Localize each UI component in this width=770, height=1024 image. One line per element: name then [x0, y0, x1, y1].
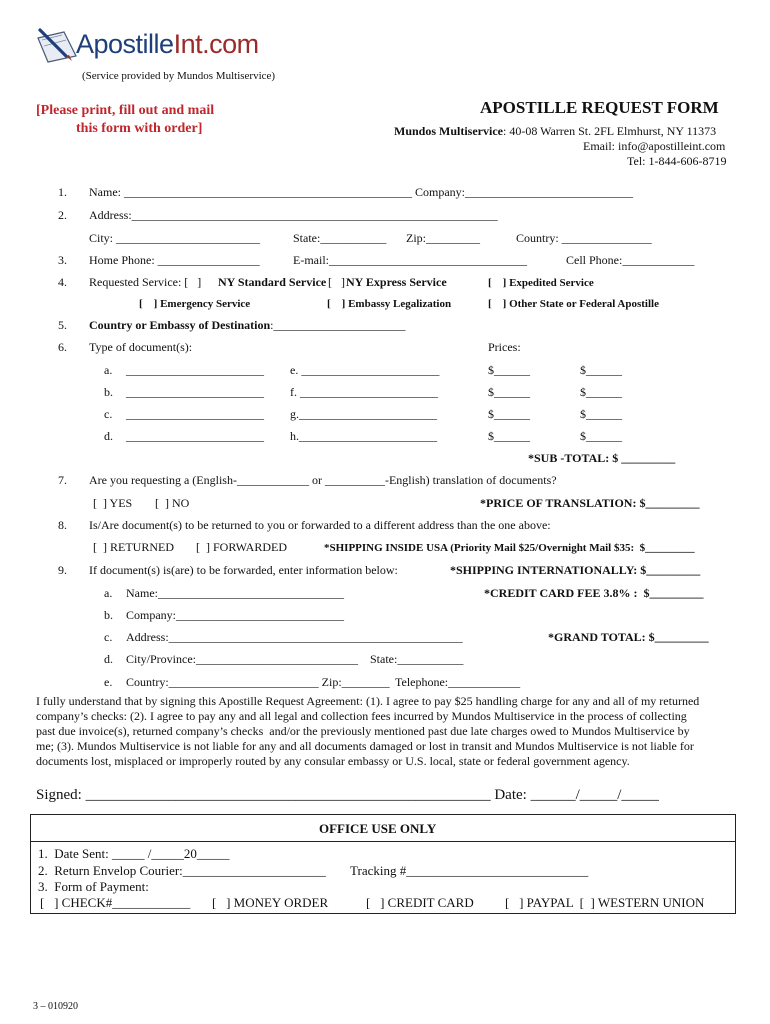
ny-express-label: NY Express Service: [346, 275, 447, 289]
doc-row-right-field[interactable]: h._______________________: [290, 429, 437, 443]
home-phone-field[interactable]: Home Phone: _________________: [89, 253, 260, 267]
item-number-5: 5.: [58, 318, 67, 332]
company-tel: Tel: 1-844-606-8719: [627, 154, 727, 168]
signature-date-field[interactable]: Signed: ______________________________________________________ Date: ______/_____/_____: [36, 787, 659, 803]
cell-phone-field[interactable]: Cell Phone:____________: [566, 253, 695, 267]
email-field[interactable]: E-mail:_________________________________: [293, 253, 527, 267]
doc-row-price-1[interactable]: $______: [488, 363, 530, 377]
translation-yes-checkbox[interactable]: [ ] YES: [93, 496, 133, 510]
forward-letter: a.: [104, 586, 113, 600]
doc-row-letter: c.: [104, 407, 113, 421]
item-number-2: 2.: [58, 208, 67, 222]
forward-city-field[interactable]: City/Province:___________________________: [126, 652, 358, 666]
doc-row-price-1[interactable]: $______: [488, 429, 530, 443]
doc-row-left-field[interactable]: _______________________: [126, 407, 264, 421]
forward-letter: e.: [104, 675, 113, 689]
payment-label: 3. Form of Payment:: [38, 879, 149, 894]
doc-row-letter: a.: [104, 363, 113, 377]
instruction-line-1: [Please print, fill out and mail: [36, 103, 215, 118]
expedited-checkbox[interactable]: [ ] Expedited Service: [488, 277, 594, 289]
money-order-checkbox[interactable]: [ ] MONEY ORDER: [212, 895, 329, 910]
doc-row-price-2[interactable]: $______: [580, 363, 622, 377]
return-courier-field[interactable]: 2. Return Envelop Courier:______________________: [38, 863, 326, 878]
company-email: Email: info@apostilleint.com: [583, 139, 726, 153]
office-use-title: OFFICE USE ONLY: [319, 821, 437, 836]
translation-no-checkbox[interactable]: [ ] NO: [155, 496, 190, 510]
doc-row-right-field[interactable]: g._______________________: [290, 407, 437, 421]
doc-row-letter: d.: [104, 429, 113, 443]
doc-row-price-2[interactable]: $______: [580, 429, 622, 443]
destination-label: Country or Embassy of Destination: [89, 318, 271, 332]
requested-service-checkbox[interactable]: Requested Service: [ ]: [89, 275, 202, 289]
item-number-1: 1.: [58, 185, 67, 199]
embassy-legalization-checkbox[interactable]: [ ] Embassy Legalization: [327, 298, 452, 310]
forward-telephone-field[interactable]: Telephone:____________: [395, 675, 521, 689]
forward-name-field[interactable]: Name:_______________________________: [126, 586, 344, 600]
forward-address-field[interactable]: Address:_________________________________________________: [126, 630, 463, 644]
forward-country-zip-field[interactable]: Country:_________________________ Zip:________: [126, 675, 390, 689]
page-code: 3 – 010920: [33, 1001, 78, 1012]
translation-price-field[interactable]: *PRICE OF TRANSLATION: $_________: [480, 496, 700, 510]
ny-express-checkbox[interactable]: [ ]: [328, 275, 345, 289]
item-number-7: 7.: [58, 473, 67, 487]
agreement-line: past due invoice(s), returned company’s checks and/or the previously mentioned past due late charges owed to Mundos Multiservice by: [36, 724, 690, 738]
doc-row-price-2[interactable]: $______: [580, 385, 622, 399]
item-number-4: 4.: [58, 275, 67, 289]
forward-question: If document(s) is(are) to be forwarded, enter information below:: [89, 563, 398, 577]
emergency-checkbox[interactable]: [ ] Emergency Service: [139, 298, 251, 310]
date-sent-field[interactable]: 1. Date Sent: _____ /_____20_____: [38, 846, 230, 861]
forwarded-checkbox[interactable]: [ ] FORWARDED: [196, 540, 288, 554]
forward-letter: d.: [104, 652, 113, 666]
company-address: : 40-08 Warren St. 2FL Elmhurst, NY 11373: [503, 124, 717, 138]
agreement-line: documents lost, misplaced or improperly routed by any consular embassy or U.S. local, state or federal government agency.: [36, 754, 630, 768]
logo-suffix: Int.com: [173, 29, 259, 59]
country-field[interactable]: Country: _______________: [516, 231, 652, 245]
agreement-line: me; (3). Mundos Multiservice is not liable for any and all documents damaged or lost in transit and Mundos Multiservice is not liable for: [36, 739, 694, 753]
name-company-field[interactable]: Name: ________________________________________________ Company:____________________________: [89, 185, 633, 199]
doc-row-left-field[interactable]: _______________________: [126, 385, 264, 399]
doc-row-left-field[interactable]: _______________________: [126, 429, 264, 443]
return-question: Is/Are document(s) to be returned to you or forwarded to a different address than the one above:: [89, 518, 551, 532]
office-use-divider: [31, 841, 735, 842]
logo-name: Apostille: [76, 29, 174, 59]
prices-label: Prices:: [488, 340, 521, 354]
check-checkbox[interactable]: [ ] CHECK#____________: [40, 895, 191, 910]
doc-row-price-2[interactable]: $______: [580, 407, 622, 421]
state-field[interactable]: State:___________: [293, 231, 387, 245]
agreement-line: company’s checks: (2). I agree to pay any and all legal and collection fees incurred by Mundos Multiservice in the process of collecting: [36, 709, 687, 723]
doc-types-label: Type of document(s):: [89, 340, 193, 354]
doc-row-price-1[interactable]: $______: [488, 385, 530, 399]
doc-row-letter: b.: [104, 385, 113, 399]
forward-letter: c.: [104, 630, 113, 644]
item-number-9: 9.: [58, 563, 67, 577]
forward-letter: b.: [104, 608, 113, 622]
item-number-3: 3.: [58, 253, 67, 267]
destination-field[interactable]: [89, 318, 405, 332]
other-state-checkbox[interactable]: [ ] Other State or Federal Apostille: [488, 298, 659, 310]
grand-total-field[interactable]: *GRAND TOTAL: $_________: [548, 630, 709, 644]
doc-row-right-field[interactable]: e. _______________________: [290, 363, 440, 377]
tracking-field[interactable]: Tracking #____________________________: [350, 863, 589, 878]
doc-row-price-1[interactable]: $______: [488, 407, 530, 421]
shipping-international-field[interactable]: *SHIPPING INTERNATIONALLY: $_________: [450, 563, 701, 577]
city-field[interactable]: City: ________________________: [89, 231, 261, 245]
provider-note: (Service provided by Mundos Multiservice): [82, 70, 276, 82]
item-number-8: 8.: [58, 518, 67, 532]
logo-pen-icon: [36, 26, 78, 66]
subtotal-field[interactable]: *SUB -TOTAL: $ _________: [528, 451, 676, 465]
agreement-line: I fully understand that by signing this Apostille Request Agreement: (1). I agree to pay $25 handling charge for any and all of my returned: [36, 694, 700, 708]
agreement-paragraph: [36, 694, 748, 769]
zip-field[interactable]: Zip:_________: [406, 231, 480, 245]
credit-card-checkbox[interactable]: [ ] CREDIT CARD: [366, 895, 474, 910]
forward-company-field[interactable]: Company:____________________________: [126, 608, 344, 622]
forward-state-field[interactable]: State:___________: [370, 652, 464, 666]
translation-question[interactable]: Are you requesting a (English-____________ or __________-English) translation of documents?: [89, 473, 557, 487]
doc-row-right-field[interactable]: f. _______________________: [290, 385, 438, 399]
paypal-western-union-checkbox[interactable]: [ ] PAYPAL [ ] WESTERN UNION: [505, 895, 705, 910]
returned-checkbox[interactable]: [ ] RETURNED: [93, 540, 174, 554]
item-number-6: 6.: [58, 340, 67, 354]
credit-card-fee-field[interactable]: *CREDIT CARD FEE 3.8% : $_________: [484, 586, 704, 600]
address-field[interactable]: Address:_____________________________________________________________: [89, 208, 498, 222]
ny-standard-label: NY Standard Service: [218, 275, 327, 289]
doc-row-left-field[interactable]: _______________________: [126, 363, 264, 377]
form-title: APOSTILLE REQUEST FORM: [480, 98, 719, 117]
company-label: Mundos Multiservice: [394, 124, 503, 138]
company-address-line: [394, 124, 716, 138]
destination-blank: :______________________: [270, 318, 406, 332]
shipping-usa-field[interactable]: *SHIPPING INSIDE USA (Priority Mail $25/Overnight Mail $35: $_________: [324, 542, 695, 554]
logo-text: [76, 28, 259, 60]
instruction-line-2: this form with order]: [76, 121, 203, 136]
